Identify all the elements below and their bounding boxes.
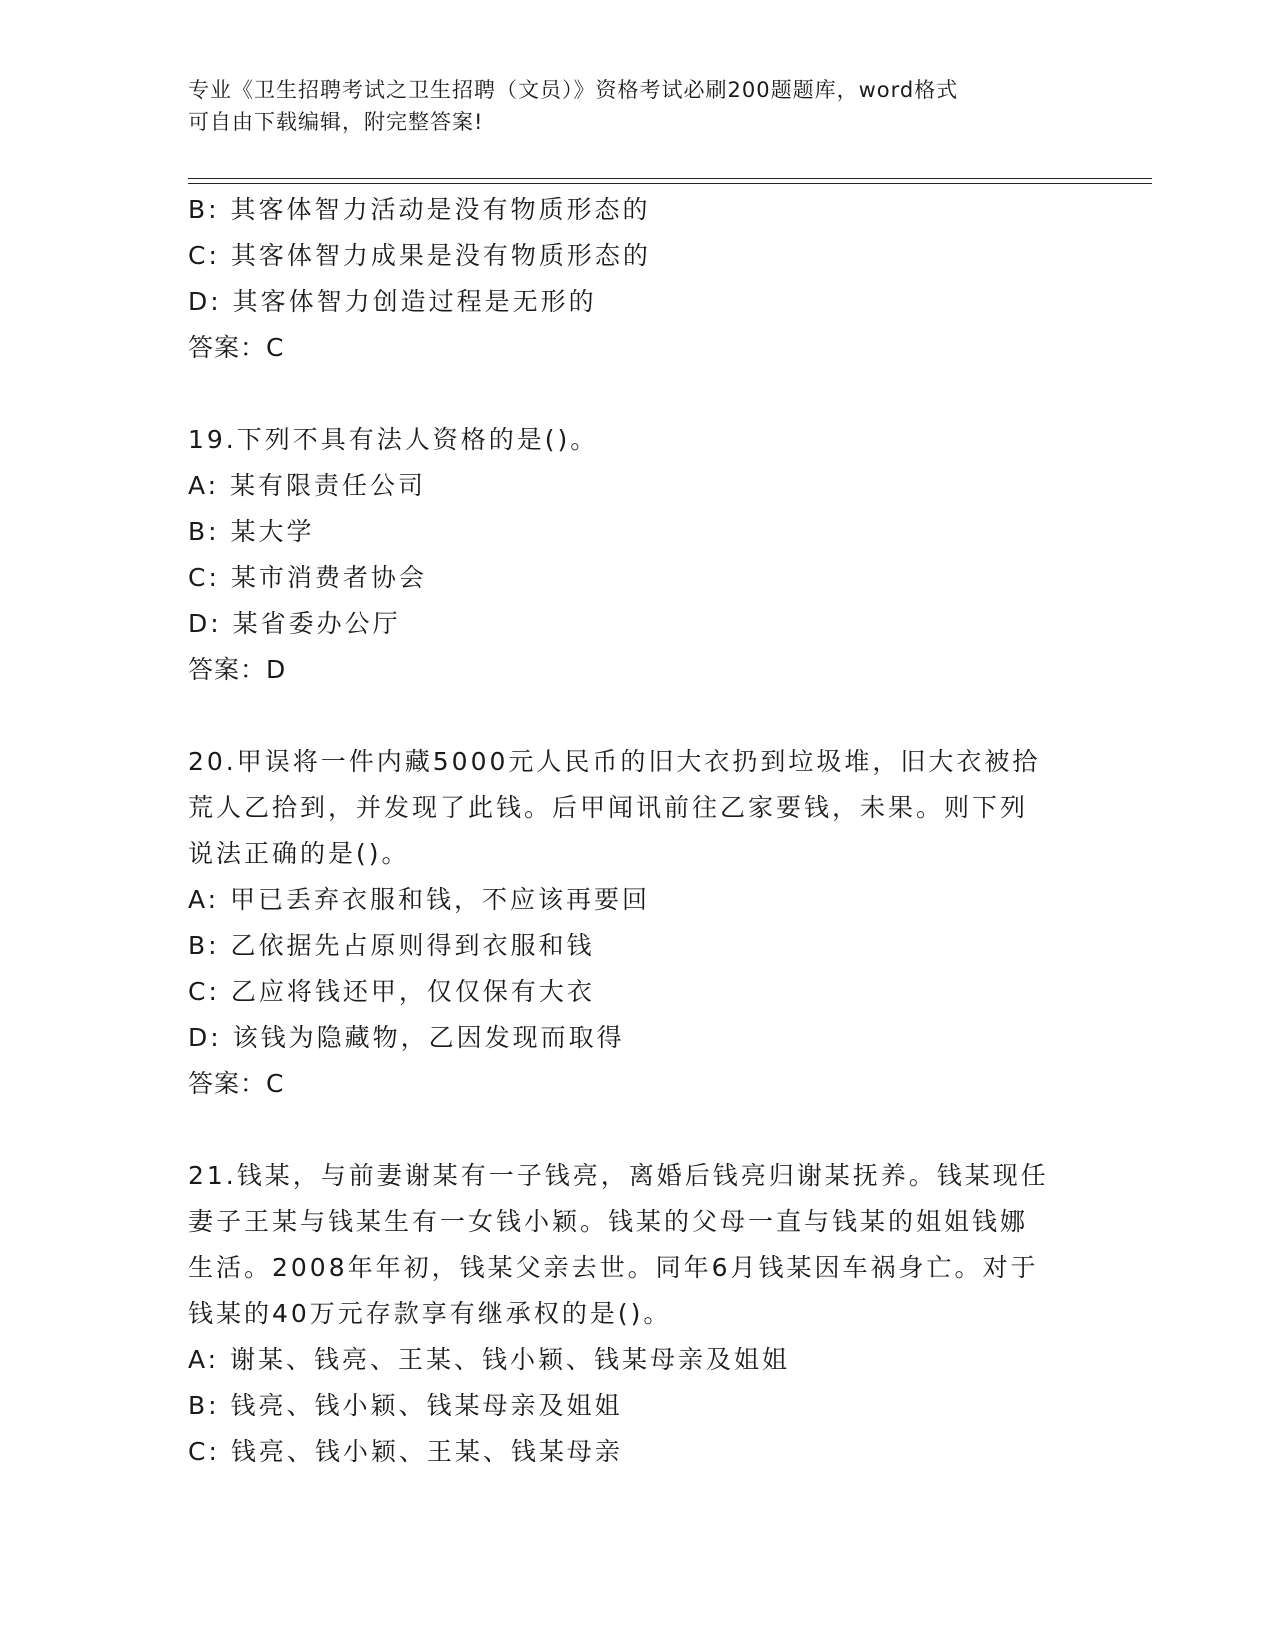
header-divider [188, 178, 1152, 184]
question-stem-line-2: 妻子王某与钱某生有一女钱小颖。钱某的父母一直与钱某的姐姐钱娜 [188, 1207, 1029, 1236]
option-a: A: 甲已丢弃衣服和钱，不应该再要回 [188, 885, 651, 914]
question-list [188, 187, 1068, 1475]
question-stem-line-3: 说法正确的是()。 [188, 839, 410, 868]
option-b: B: 其客体智力活动是没有物质形态的 [188, 195, 651, 224]
option-d: D: 该钱为隐藏物，乙因发现而取得 [188, 1023, 625, 1052]
option-c: C: 钱亮、钱小颖、王某、钱某母亲 [188, 1437, 623, 1466]
question-21 [188, 1153, 1068, 1475]
option-d: D: 某省委办公厅 [188, 609, 401, 638]
option-b: B: 乙依据先占原则得到衣服和钱 [188, 931, 595, 960]
question-stem-line-3: 生活。2008年年初，钱某父亲去世。同年6月钱某因车祸身亡。对于 [188, 1253, 1039, 1282]
option-a: A: 谢某、钱亮、王某、钱小颖、钱某母亲及姐姐 [188, 1345, 791, 1374]
question-stem-line-1: 21.钱某，与前妻谢某有一子钱亮，离婚后钱亮归谢某抚养。钱某现任 [188, 1161, 1049, 1190]
answer: 答案：C [188, 1069, 285, 1098]
option-d: D: 其客体智力创造过程是无形的 [188, 287, 597, 316]
option-b: B: 钱亮、钱小颖、钱某母亲及姐姐 [188, 1391, 623, 1420]
option-a: A: 某有限责任公司 [188, 471, 427, 500]
document-header [188, 74, 1078, 138]
question-stem-line-2: 荒人乙拾到，并发现了此钱。后甲闻讯前往乙家要钱，未果。则下列 [188, 793, 1029, 822]
question-19 [188, 417, 1068, 693]
option-c: C: 乙应将钱还甲，仅仅保有大衣 [188, 977, 595, 1006]
option-b: B: 某大学 [188, 517, 315, 546]
question-20 [188, 739, 1068, 1107]
question-stem: 19.下列不具有法人资格的是()。 [188, 425, 599, 454]
answer: 答案：C [188, 333, 285, 362]
header-line-1: 专业《卫生招聘考试之卫生招聘（文员）》资格考试必刷200题题库，word格式 [188, 78, 959, 102]
header-line-2: 可自由下载编辑，附完整答案! [188, 110, 484, 134]
answer: 答案：D [188, 655, 287, 684]
option-c: C: 其客体智力成果是没有物质形态的 [188, 241, 651, 270]
question-stem-line-1: 20.甲误将一件内藏5000元人民币的旧大衣扔到垃圾堆，旧大衣被拾 [188, 747, 1041, 776]
option-c: C: 某市消费者协会 [188, 563, 427, 592]
question-stem-line-4: 钱某的40万元存款享有继承权的是()。 [188, 1299, 672, 1328]
question-18-continued [188, 187, 1068, 371]
